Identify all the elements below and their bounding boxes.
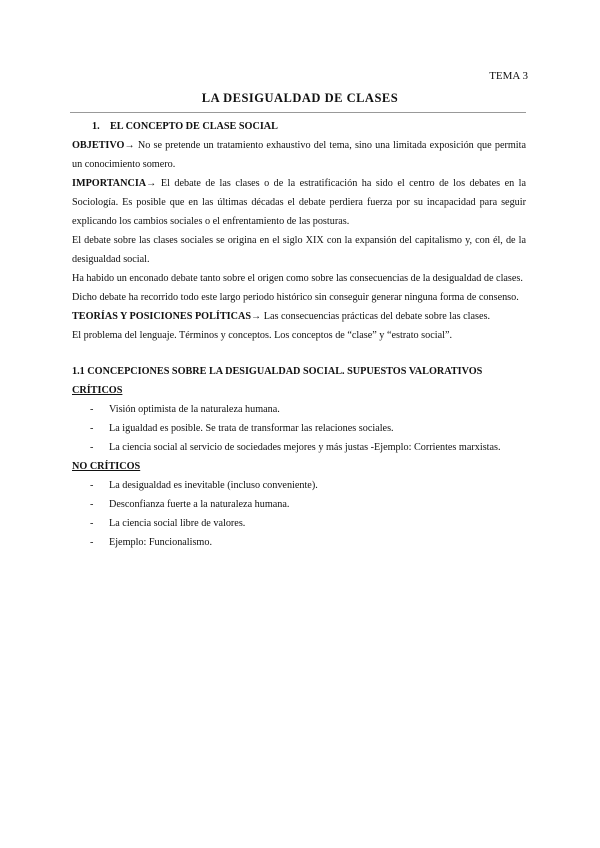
- importancia-label: IMPORTANCIA: [72, 178, 147, 189]
- section-number: 1.: [92, 121, 100, 132]
- objetivo-label: OBJETIVO: [72, 140, 125, 151]
- objetivo-text: No se pretende un tratamiento exhaustivo del tema, sino una limitada exposición que permita un conocimiento somero.: [72, 140, 526, 170]
- list-item-text: La ciencia social al servicio de sociedades mejores y más justas -Ejemplo: Corrientes marxistas.: [109, 442, 501, 453]
- list-item-text: La desigualdad es inevitable (incluso conveniente).: [109, 480, 318, 491]
- arrow-icon: →: [124, 140, 135, 151]
- subsection-heading: 1.1 CONCEPCIONES SOBRE LA DESIGUALDAD SOCIAL. SUPUESTOS VALORATIVOS: [72, 366, 483, 377]
- paragraph-debate: Ha habido un enconado debate tanto sobre el origen como sobre las consecuencias de la desigualdad de clases.: [72, 273, 523, 284]
- importancia-text: El debate de las clases o de la estratificación ha sido el centro de los debates en la Sociología. Es posible que en las últimas décadas el debate perdiera fuerza por su incapacidad para seguir explicando los cambios sociales o el enfrentamiento de las posturas.: [72, 178, 527, 227]
- dash-bullet: -: [90, 537, 94, 548]
- criticos-heading: CRÍTICOS: [72, 385, 123, 396]
- no-criticos-heading: NO CRÍTICOS: [72, 461, 141, 472]
- section-title: EL CONCEPTO DE CLASE SOCIAL: [110, 121, 278, 132]
- dash-bullet: -: [90, 499, 94, 510]
- list-item: [72, 476, 526, 495]
- spacer: [72, 345, 526, 362]
- list-item: [72, 400, 526, 419]
- list-item: [72, 419, 526, 438]
- list-item: [72, 495, 526, 514]
- paragraph-consensus: Dicho debate ha recorrido todo este largo periodo histórico sin conseguir generar ninguna forma de consenso.: [72, 292, 519, 303]
- topic-number: TEMA 3: [489, 70, 528, 82]
- teorias-text: Las consecuencias prácticas del debate sobre las clases.: [263, 311, 491, 322]
- list-item-text: Desconfianza fuerte a la naturaleza humana.: [109, 499, 290, 510]
- document-title: LA DESIGUALDAD DE CLASES: [201, 91, 399, 105]
- dash-bullet: -: [90, 442, 94, 453]
- criticos-list: [72, 400, 526, 457]
- list-item: [72, 533, 526, 552]
- arrow-icon: →: [146, 178, 157, 189]
- paragraph-language: El problema del lenguaje. Términos y conceptos. Los conceptos de “clase” y “estrato social”.: [72, 330, 453, 341]
- teorias-paragraph: [72, 307, 526, 326]
- objetivo-paragraph: [72, 136, 526, 174]
- title-divider: [70, 112, 526, 113]
- list-item-text: La igualdad es posible. Se trata de transformar las relaciones sociales.: [109, 423, 394, 434]
- list-item: [72, 438, 526, 457]
- no-criticos-list: [72, 476, 526, 552]
- arrow-icon: →: [251, 311, 262, 322]
- list-item-text: La ciencia social libre de valores.: [109, 518, 246, 529]
- dash-bullet: -: [90, 423, 94, 434]
- list-item: [72, 514, 526, 533]
- teorias-label: TEORÍAS Y POSICIONES POLÍTICAS: [72, 311, 251, 322]
- dash-bullet: -: [90, 518, 94, 529]
- dash-bullet: -: [90, 404, 94, 415]
- importancia-paragraph: [72, 174, 526, 231]
- document-body: [72, 117, 526, 552]
- paragraph-origin: El debate sobre las clases sociales se origina en el siglo XIX con la expansión del capitalismo y, con él, de la desigualdad social.: [72, 235, 526, 265]
- list-item-text: Ejemplo: Funcionalismo.: [109, 537, 212, 548]
- list-item-text: Visión optimista de la naturaleza humana.: [109, 404, 280, 415]
- section-heading: [72, 117, 526, 136]
- dash-bullet: -: [90, 480, 94, 491]
